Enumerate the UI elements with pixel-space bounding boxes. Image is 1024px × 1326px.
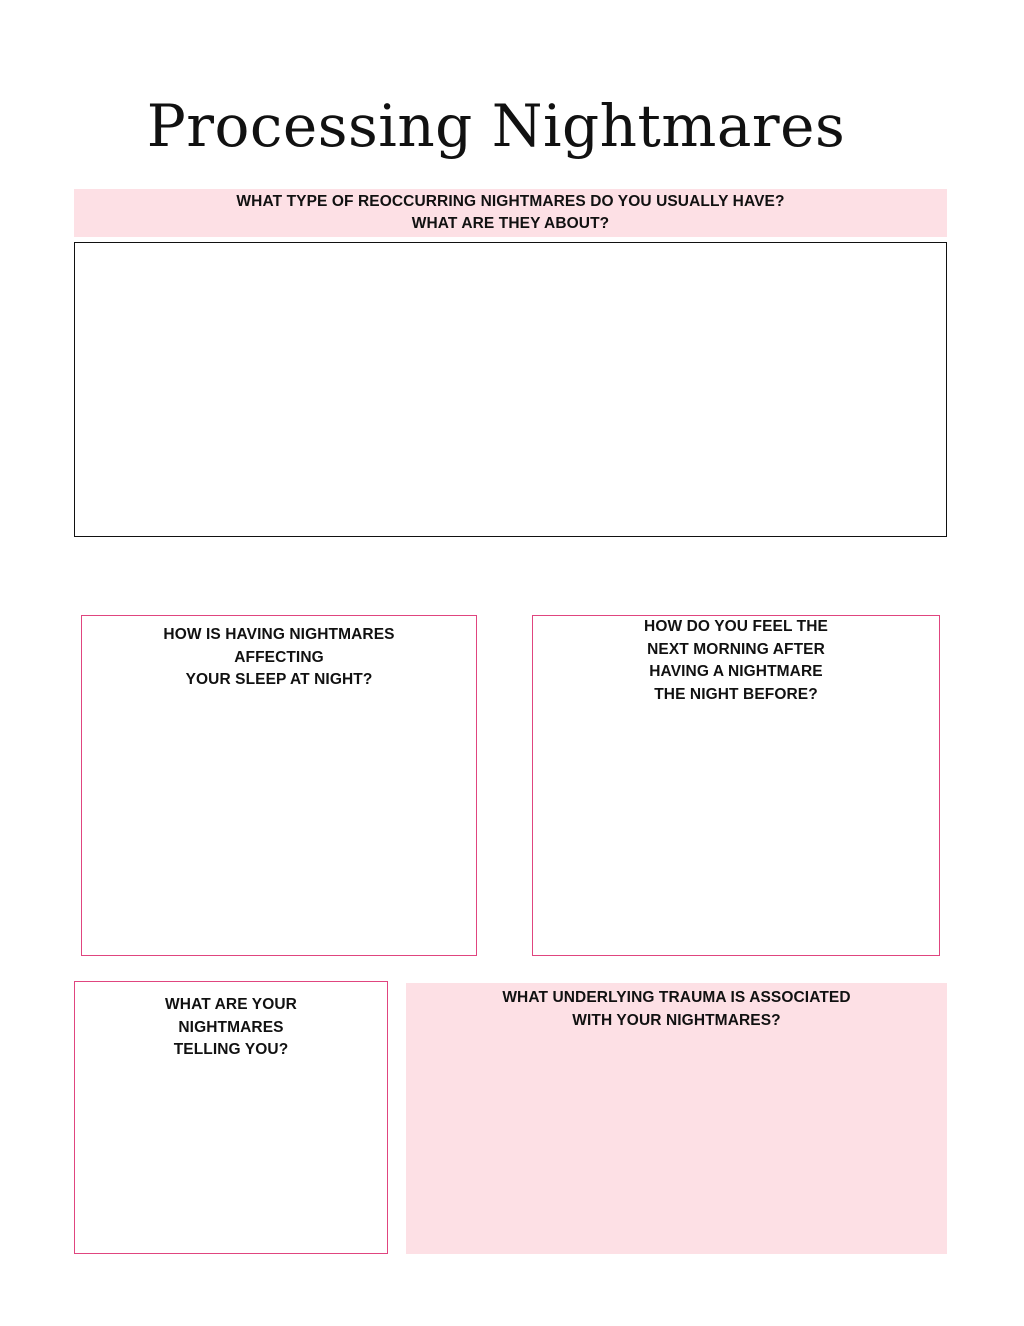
question-line: THE NIGHT BEFORE?: [654, 685, 818, 703]
page-title: Processing Nightmares: [146, 92, 846, 160]
question-line: NIGHTMARES: [178, 1018, 284, 1036]
question-line: HOW DO YOU FEEL THE: [644, 618, 828, 635]
question-line: WHAT UNDERLYING TRAUMA IS ASSOCIATED: [502, 989, 851, 1006]
question-header-nightmare-types: [74, 189, 947, 237]
question-line: WHAT ARE YOUR: [165, 996, 297, 1013]
question-line: WHAT ARE THEY ABOUT?: [411, 215, 610, 232]
question-line: NEXT MORNING AFTER: [647, 640, 825, 658]
answer-box-nightmares-telling[interactable]: [74, 981, 388, 1254]
question-line: WHAT TYPE OF REOCCURRING NIGHTMARES DO YOU USUALLY HAVE?: [236, 192, 785, 210]
answer-box-underlying-trauma[interactable]: [406, 983, 947, 1254]
answer-box-nightmare-types[interactable]: [74, 242, 947, 537]
question-line: HAVING A NIGHTMARE: [649, 663, 823, 680]
question-line: AFFECTING: [234, 648, 324, 666]
question-line: HOW IS HAVING NIGHTMARES: [163, 626, 395, 643]
question-line: YOUR SLEEP AT NIGHT?: [185, 671, 373, 688]
answer-box-next-morning[interactable]: [532, 615, 940, 956]
answer-box-sleep-effects[interactable]: [81, 615, 477, 956]
question-line: TELLING YOU?: [173, 1041, 289, 1058]
question-line: WITH YOUR NIGHTMARES?: [572, 1011, 781, 1029]
